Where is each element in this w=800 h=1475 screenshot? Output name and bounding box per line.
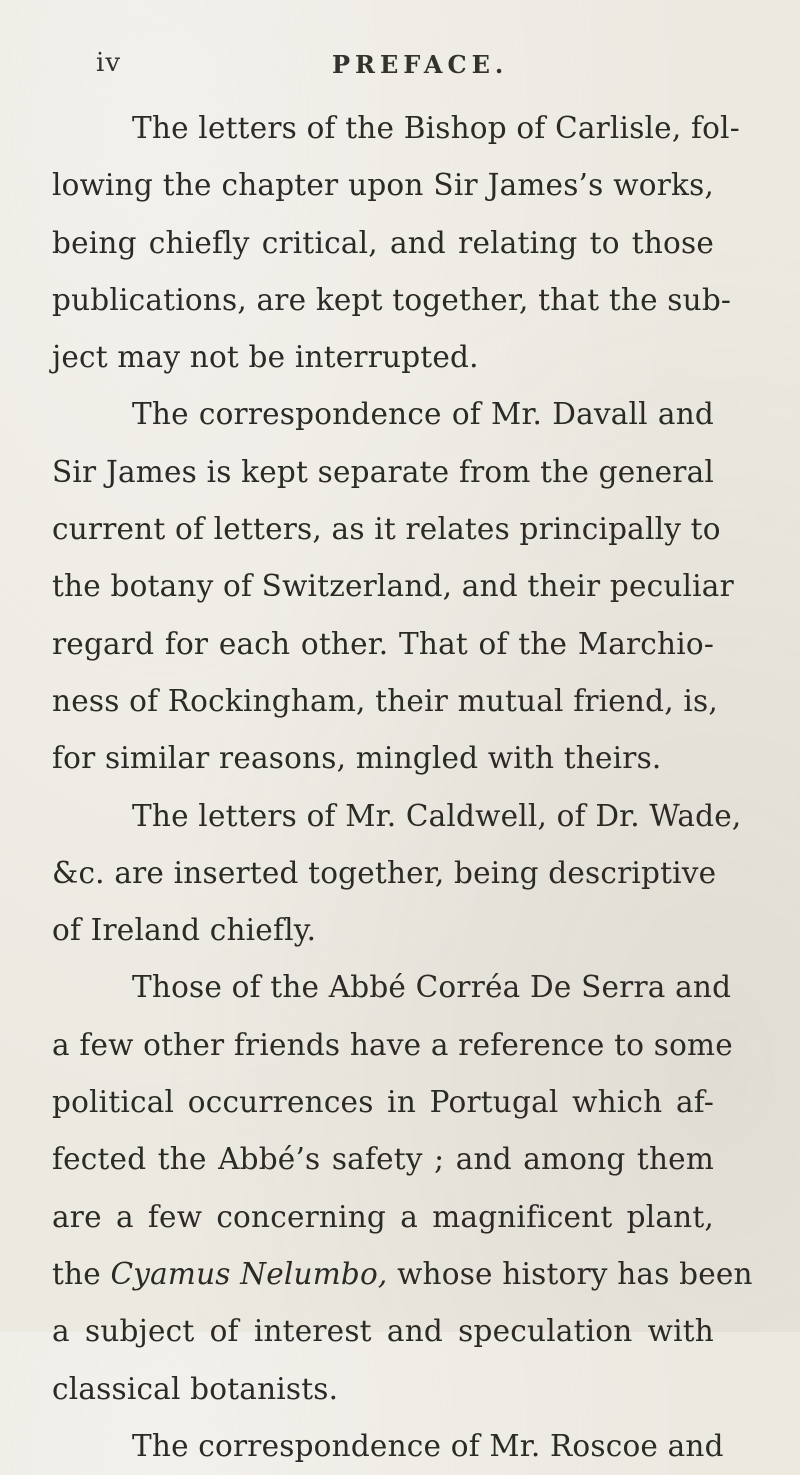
text-line: The letters of Mr. Caldwell, of Dr. Wade,	[132, 798, 742, 833]
text-line: being chiefly critical, and relating to those	[52, 225, 714, 260]
text-line: a few other friends have a reference to some	[52, 1027, 733, 1062]
running-head	[96, 48, 756, 88]
text-line: the Cyamus Nelumbo, whose history has been	[52, 1256, 753, 1291]
text-line: The correspondence of Mr. Roscoe and	[132, 1428, 724, 1463]
text-line: fected the Abbé’s safety ; and among them	[52, 1142, 714, 1177]
text-line: regard for each other. That of the Marchio-	[52, 626, 714, 661]
text-line: Those of the Abbé Corréa De Serra and	[132, 970, 732, 1005]
text-line: &c. are inserted together, being descriptive	[52, 855, 717, 890]
text-line: a subject of interest and speculation with	[52, 1314, 714, 1349]
text-line: ness of Rockingham, their mutual friend, is,	[52, 683, 718, 718]
species-name: Cyamus Nelumbo,	[110, 1256, 388, 1291]
text-line: Sir James is kept separate from the general	[52, 454, 714, 489]
text-line: for similar reasons, mingled with theirs.	[52, 741, 662, 776]
text-line: the botany of Switzerland, and their peculiar	[52, 569, 734, 604]
body-text	[52, 100, 753, 1475]
text-line: current of letters, as it relates principally to	[52, 512, 721, 547]
text-line: are a few concerning a magnificent plant,	[52, 1199, 714, 1234]
text-line: The letters of the Bishop of Carlisle, fol-	[132, 111, 740, 145]
text-line: lowing the chapter upon Sir James’s works,	[52, 168, 714, 203]
text-line: classical botanists.	[52, 1371, 339, 1406]
running-title: PREFACE.	[332, 50, 509, 79]
text-line: The correspondence of Mr. Davall and	[132, 397, 714, 432]
text-line: political occurrences in Portugal which af-	[52, 1085, 714, 1120]
page-number: iv	[96, 48, 122, 78]
text-line: publications, are kept together, that the sub-	[52, 282, 732, 317]
text-line: of Ireland chiefly.	[52, 913, 317, 948]
text-line: ject may not be interrupted.	[52, 340, 479, 375]
